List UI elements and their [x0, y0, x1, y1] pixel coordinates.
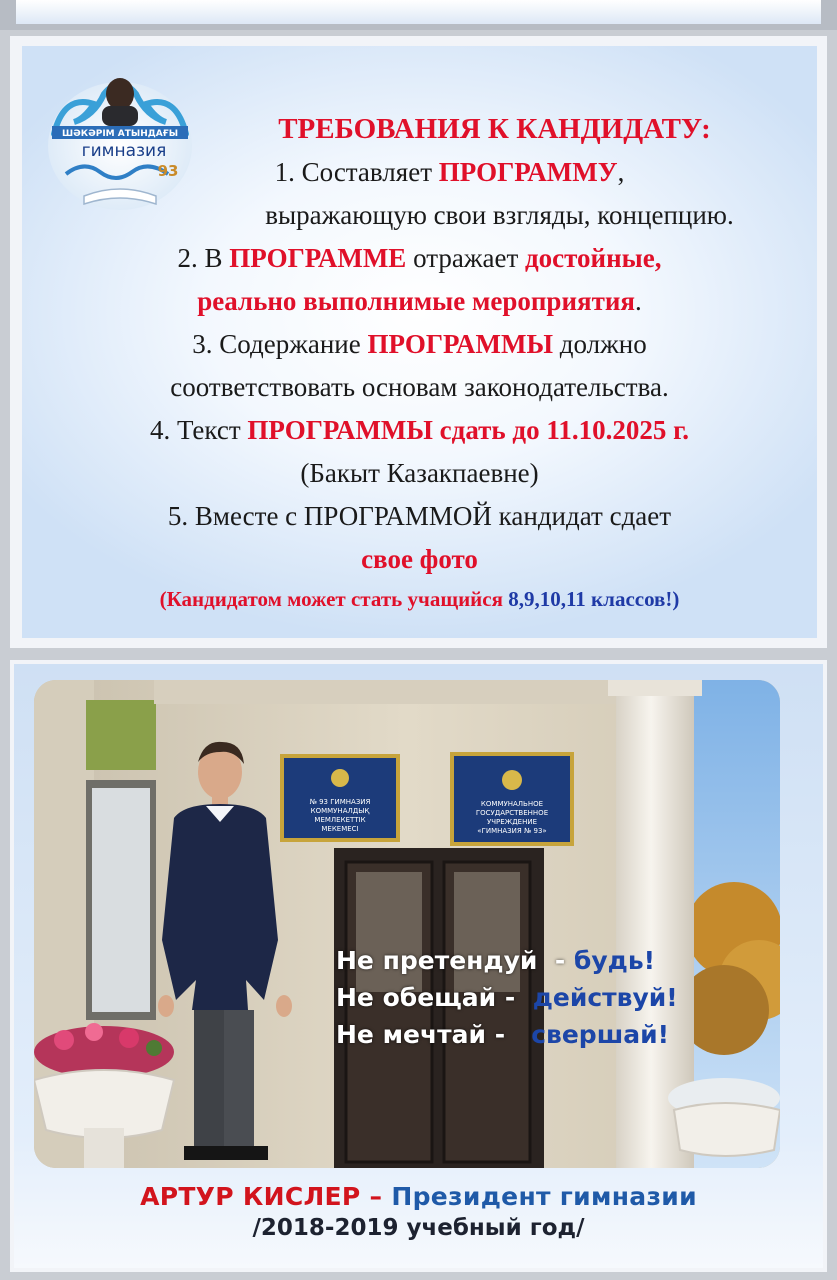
req2-c: отражает: [406, 243, 525, 273]
req2-a: 2. В: [177, 243, 230, 273]
slogan-3-blue: свершай!: [531, 1020, 670, 1049]
plaque-right-l1: КОММУНАЛЬНОЕ: [480, 800, 544, 808]
slogan-1-blue: будь!: [573, 946, 656, 975]
req4-a: 4. Текст: [149, 415, 248, 445]
req4-b: ПРОГРАММЫ сдать до 11.10.2025 г.: [247, 415, 690, 445]
entrance-photo: [34, 680, 780, 1168]
slogan-2-white: Не обещай -: [336, 983, 533, 1012]
previous-slide-edge: [16, 0, 821, 24]
requirements-title: ТРЕБОВАНИЯ К КАНДИДАТУ:: [278, 113, 711, 145]
school-year: /2018-2019 учебный год/: [252, 1215, 585, 1241]
req3-a: 3. Содержание: [192, 329, 368, 359]
req5-b: свое фото: [361, 544, 478, 574]
requirements-slide: [10, 36, 827, 648]
plaque-right-l3: УЧРЕЖДЕНИЕ: [486, 818, 538, 826]
slogan-2-blue: действуй!: [532, 983, 678, 1012]
slogan-3-white: Не мечтай -: [336, 1020, 532, 1049]
req1-d: выражающую свои взгляды, концепцию.: [265, 200, 734, 230]
req5-a: 5. Вместе с ПРОГРАММОЙ кандидат сдает: [167, 501, 672, 531]
slogan-1-white: Не претендуй -: [336, 946, 574, 975]
req1-c: ,: [617, 157, 625, 187]
president-role: Президент гимназии: [391, 1182, 697, 1211]
req1-a: 1. Составляет: [274, 157, 439, 187]
entrance-illustration: [34, 680, 780, 1168]
note-a: (Кандидатом может стать учащийся: [159, 587, 509, 611]
logo-line1: ШӘКӘРІМ АТЫНДАҒЫ: [61, 129, 179, 139]
note-b: 8,9,10,11 классов!): [508, 587, 680, 611]
plaque-left-l1: № 93 ГИМНАЗИЯ: [309, 798, 371, 806]
plaque-right-l2: ГОСУДАРСТВЕННОЕ: [475, 809, 549, 817]
president-caption: [14, 1182, 823, 1241]
req3-b: ПРОГРАММЫ: [367, 329, 554, 359]
requirements-slide-body: [22, 46, 817, 638]
plaque-left-l3: МЕМЛЕКЕТТІК: [314, 816, 366, 824]
plaque-right-l4: «ГИМНАЗИЯ № 93»: [477, 827, 547, 835]
req4-c: (Бакыт Казакпаевне): [300, 458, 539, 488]
req1-b: ПРОГРАММУ: [438, 157, 618, 187]
president-slide-body: [14, 664, 823, 1268]
req3-d: соответствовать основам законодательства.: [170, 372, 669, 402]
plaque-left-l4: МЕКЕМЕСІ: [321, 825, 359, 833]
president-name: АРТУР КИСЛЕР –: [140, 1182, 392, 1211]
req3-c: должно: [553, 329, 647, 359]
req2-e: реально выполнимые мероприятия: [197, 286, 636, 316]
top-strip: [0, 0, 837, 30]
req2-d: достойные,: [525, 243, 662, 273]
requirements-text: [22, 108, 817, 617]
req2-b: ПРОГРАММЕ: [229, 243, 407, 273]
slogan: [336, 942, 678, 1053]
logo-number: 93: [157, 162, 179, 180]
req2-f: .: [635, 286, 642, 316]
president-slide: [10, 660, 827, 1272]
plaque-left-l2: КОММУНАЛДЫҚ: [310, 807, 370, 815]
logo-line2: гимназия: [81, 141, 167, 161]
